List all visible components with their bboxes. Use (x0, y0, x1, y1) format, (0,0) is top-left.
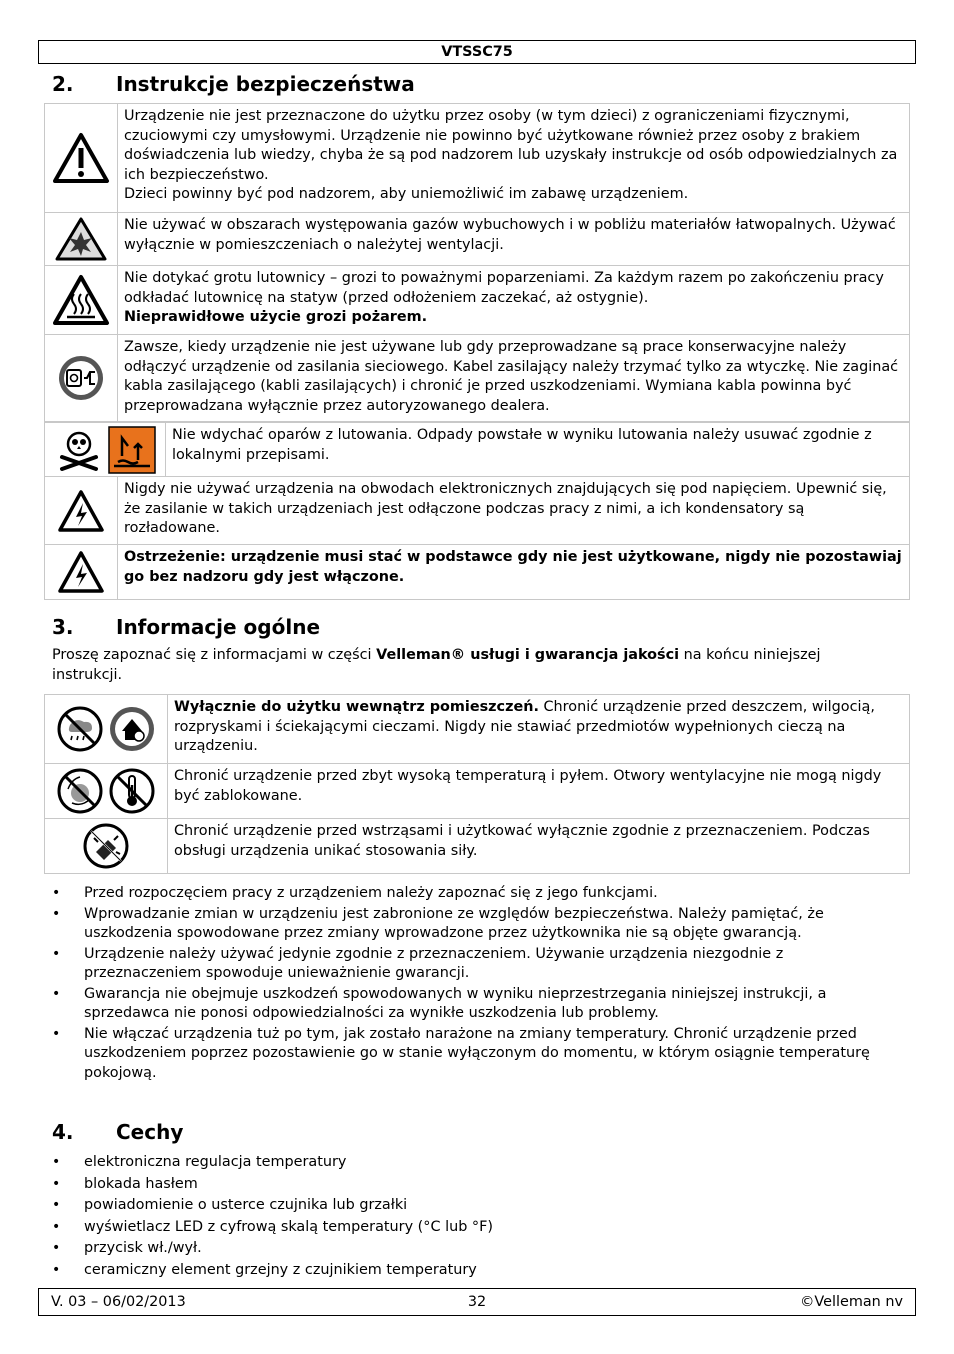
safety-bold-text: Nieprawidłowe użycie grozi pożarem. (124, 309, 428, 325)
section-number: 3. (52, 615, 74, 639)
safety-row (45, 335, 910, 422)
safety-table (44, 103, 910, 422)
list-item-text: Urządzenie należy używać jedynie zgodnie z przeznaczeniem. Używanie urządzenia niezgodnie z przeznaczeniem spowoduje unieważnienie gwarancji. (84, 945, 784, 981)
hot-surface-icon (45, 266, 118, 335)
section-title: Informacje ogólne (116, 615, 321, 639)
info-text: Chronić urządzenie przed deszczem, wilgocią, rozpryskami i ściekającymi cieczami. Nigdy nie stawiać przedmiotów wypełnionych cieczą na urządzeniu. (174, 699, 875, 754)
list-item: • powiadomienie o usterce czujnika lub grzałki (52, 1197, 408, 1213)
page-footer (38, 1288, 916, 1316)
safety-row (45, 213, 910, 266)
list-item: • wyświetlacz LED z cyfrową skalą temperatury (°C lub °F) (52, 1218, 494, 1235)
electric-hazard-icon (45, 545, 118, 600)
list-item-text: przycisk wł./wył. (84, 1240, 202, 1256)
safety-text: Nigdy nie używać urządzenia na obwodach elektronicznych znajdujących się pod napięciem. Upewnić się, że zasilanie w takich urządzeniach jest odłączone podczas pracy z nimi, a ich kondensatory są rozładowane. (124, 481, 887, 536)
list-item-text: Gwarancja nie obejmuje uszkodzeń spowodowanych w wyniku nieprzestrzegania niniejszej instrukcji, a sprzedawca nie ponosi odpowiedzialności za wynikłe uszkodzenia lub problemy. (84, 985, 827, 1021)
version-date: V. 03 – 06/02/2013 (51, 1294, 186, 1310)
safety-bold-text: Ostrzeżenie: urządzenie musi stać w podstawce gdy nie jest użytkowane, nigdy nie pozostawiaj go bez nadzoru gdy jest włączone. (124, 549, 902, 585)
intro-bold: Velleman® usługi i gwarancja jakości (376, 647, 680, 663)
section-3-intro (52, 646, 862, 685)
safety-text-2: Dzieci powinny być pod nadzorem, aby uniemożliwić im zabawę urządzeniem. (124, 186, 689, 202)
dust-temperature-icon (45, 764, 168, 819)
safety-row (45, 104, 910, 213)
section-number: 4. (52, 1120, 74, 1144)
list-item-text: Wprowadzanie zmian w urządzeniu jest zabronione ze względów bezpieczeństwa. Należy pamiętać, że uszkodzenia spowodowane przez zmiany wprowadzone przez użytkownika nie są objęte gwarancją. (84, 905, 824, 941)
safety-table-2 (44, 422, 910, 477)
electric-hazard-icon (45, 477, 118, 545)
section-2-heading (52, 71, 415, 97)
info-bold-text: Wyłącznie do użytku wewnątrz pomieszczeń. (174, 699, 539, 715)
list-item: • ceramiczny element grzejny z czujnikiem temperatury (52, 1261, 477, 1278)
indoor-only-icon (45, 695, 168, 764)
list-item-text: Przed rozpoczęciem pracy z urządzeniem należy zapoznać się z jego funkcjami. (84, 885, 658, 901)
safety-row (45, 545, 910, 600)
safety-row (45, 477, 910, 545)
info-text: Chronić urządzenie przed zbyt wysoką temperaturą i pyłem. Otwory wentylacyjne nie mogą nigdy być zablokowane. (174, 768, 882, 804)
list-item-text: blokada hasłem (84, 1175, 198, 1192)
list-item: • Przed rozpoczęciem pracy z urządzeniem należy zapoznać się z jego funkcjami. (52, 885, 658, 901)
section-4-heading (52, 1119, 183, 1145)
page-number: 32 (467, 1294, 487, 1310)
list-item: • elektroniczna regulacja temperatury (52, 1154, 347, 1170)
model-code: VTSSC75 (441, 44, 513, 60)
section-title: Instrukcje bezpieczeństwa (116, 72, 415, 96)
general-info-table (44, 694, 910, 874)
safety-row (45, 423, 910, 477)
intro-text: Proszę zapoznać się z informacjami w części (52, 647, 377, 663)
intro-text-end: na końcu niniejszej instrukcji. (52, 647, 821, 683)
info-row (45, 764, 910, 819)
list-item-text: Nie włączać urządzenia tuż po tym, jak zostało narażone na zmiany temperatury. Chronić urządzenie przed uszkodzeniem poprzez pozostawienie go w stanie wyłączonym do momentu, w którym osiągnie temperaturę pokojową. (84, 1025, 870, 1081)
safety-text: Zawsze, kiedy urządzenie nie jest używane lub gdy przeprowadzane są prace konserwacyjne należy odłączyć urządzenie od zasilania sieciowego. Kabel zasilający należy trzymać tylko za wtyczkę. Nie zaginać kabla zasilającego (kabli zasilających) i chronić je przed uszkodzeniami. Wymiana kabla powinna być przeprowadzana wyłącznie przez autoryzowanego dealera. (124, 339, 899, 414)
info-row (45, 695, 910, 764)
safety-text: Urządzenie nie jest przeznaczone do użytku przez osoby (w tym dzieci) z ograniczeniami fizycznymi, czuciowymi czy umysłowymi. Urządzenie nie powinno być użytkowane również przez osoby z brakiem doświadczenia lub wiedzy, chyba że są pod nadzorem lub uzyskały instrukcje od osób odpowiedzialnych za ich bezpieczeństwo. (124, 108, 898, 183)
general-info-list (52, 884, 902, 1083)
page-header (38, 40, 916, 64)
list-item: • blokada hasłem (52, 1175, 198, 1192)
unplug-icon (45, 335, 118, 422)
list-item-text: elektroniczna regulacja temperatury (84, 1154, 347, 1170)
section-number: 2. (52, 72, 74, 96)
safety-text: Nie wdychać oparów z lutowania. Odpady powstałe w wyniku lutowania należy usuwać zgodnie z lokalnymi przepisami. (172, 427, 872, 463)
safety-row (45, 266, 910, 335)
safety-text: Nie używać w obszarach występowania gazów wybuchowych i w pobliżu materiałów łatwopalnych. Używać wyłącznie w pomieszczeniach o należytej wentylacji. (124, 217, 896, 253)
list-item-text: ceramiczny element grzejny z czujnikiem temperatury (84, 1261, 477, 1278)
explosive-icon (45, 213, 118, 266)
list-item: • Gwarancja nie obejmuje uszkodzeń spowodowanych w wyniku nieprzestrzegania niniejszej instrukcji, a sprzedawca nie ponosi odpowiedzialności za wynikłe uszkodzenia lub problemy. (52, 985, 827, 1021)
list-item-text: powiadomienie o usterce czujnika lub grzałki (84, 1197, 408, 1213)
copyright: ©Velleman nv (800, 1294, 903, 1310)
list-item: • przycisk wł./wył. (52, 1240, 202, 1256)
safety-text: Nie dotykać grotu lutownicy – grozi to poważnymi poparzeniami. Za każdym razem po zakończeniu pracy odkładać lutownicę na statyw (przed odłożeniem zaczekać, aż ostygnie). (124, 270, 884, 306)
section-3-heading (52, 614, 320, 640)
features-list (52, 1153, 902, 1280)
list-item: • Wprowadzanie zmian w urządzeniu jest zabronione ze względów bezpieczeństwa. Należy pamiętać, że uszkodzenia spowodowane przez zmiany wprowadzone przez użytkownika nie są objęte gwarancją. (52, 905, 824, 941)
warning-triangle-icon (45, 104, 118, 213)
safety-table-3 (44, 476, 910, 600)
info-row (45, 819, 910, 874)
toxic-environment-icon (45, 423, 166, 477)
list-item: • Nie włączać urządzenia tuż po tym, jak zostało narażone na zmiany temperatury. Chronić urządzenie przed uszkodzeniem poprzez pozostawienie go w stanie wyłączonym do momentu, w którym osiągnie temperaturę pokojową. (52, 1025, 870, 1081)
no-shock-icon (45, 819, 168, 874)
list-item: • Urządzenie należy używać jedynie zgodnie z przeznaczeniem. Używanie urządzenia niezgodnie z przeznaczeniem spowoduje unieważnienie gwarancji. (52, 945, 784, 981)
list-item-text: wyświetlacz LED z cyfrową skalą temperatury (°C lub °F) (84, 1218, 494, 1235)
section-title: Cechy (116, 1120, 184, 1144)
info-text: Chronić urządzenie przed wstrząsami i użytkować wyłącznie zgodnie z przeznaczeniem. Podczas obsługi urządzenia unikać stosowania siły. (174, 823, 870, 859)
